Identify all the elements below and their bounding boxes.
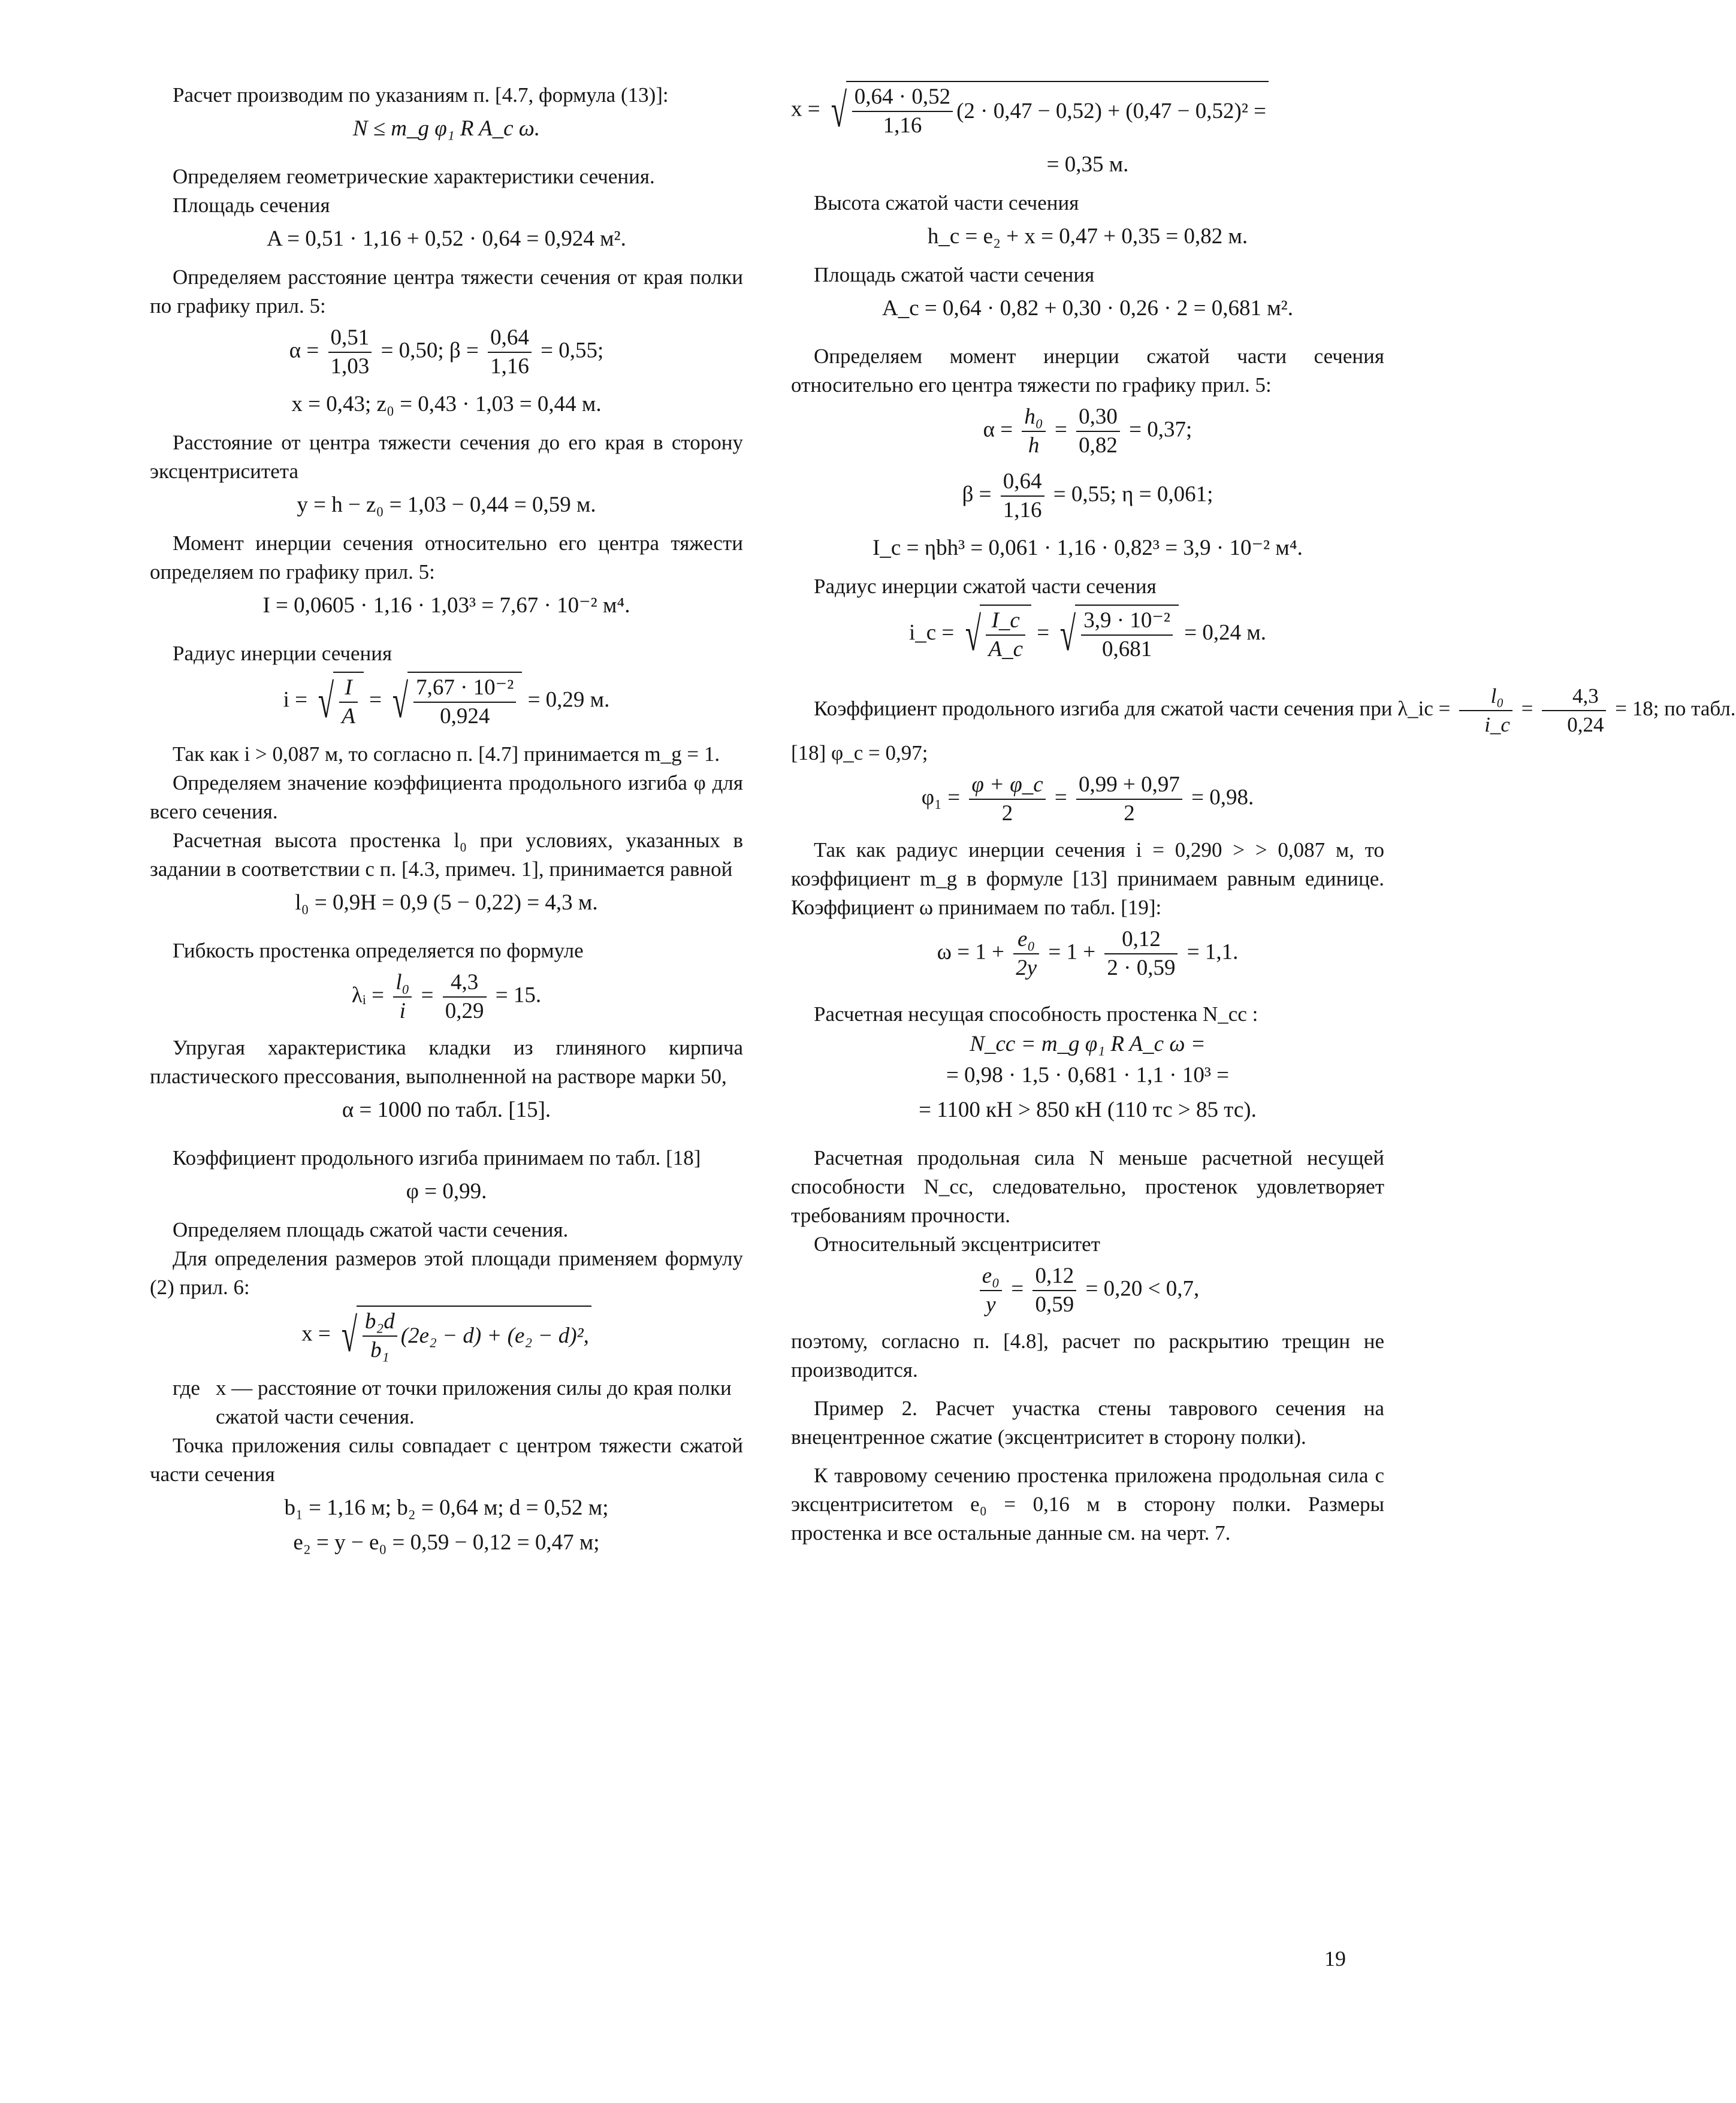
fraction: $\frac{\text{h₀}}{h}$ [1022, 403, 1045, 460]
formula-fraction: α = $\frac{\text{h₀}}{h}$ = $\frac{0,30}{0,82}$ = 0,37; [791, 403, 1384, 460]
fraction: $\frac{\text{l₀}}{i\_c}$ [1459, 682, 1512, 739]
paragraph: Гибкость простенка определяется по формуле [173, 939, 584, 962]
paragraph: Площадь сжатой части сечения [814, 263, 1095, 286]
radical: √ $\frac{I}{A}$ [313, 672, 364, 732]
paragraph-with-fraction: Коэффициент продольного изгиба для сжатой части сечения при λ_ic = $\frac{\text{l₀}}{i\_c}$ = $\frac{4,3}{0,24}$ = 18; по табл. [791, 682, 1384, 739]
paragraph: Так как i > 0,087 м, то согласно п. [4.7] принимается m_g = 1. [173, 742, 720, 766]
formula: h_c = e₂ + x = 0,47 + 0,35 = 0,82 м. [927, 224, 1248, 249]
radical: √ $\frac{\text{b₂d}}{\text{b₁}}$ (2e₂ − d) + (e₂ − d)², [336, 1306, 591, 1365]
paragraph: Определяем значение коэффициента продольного изгиба φ для всего сечения. [150, 771, 743, 823]
fraction: $\frac{\text{l₀}}{i}$ [393, 969, 412, 1025]
formula-root: x = √ $\frac{0,64 \cdot 0,52}{1,16}$ (2 · 0,47 − 0,52) + (0,47 − 0,52)² = [791, 81, 1384, 141]
formula-root: x = √ $\frac{\text{b₂d}}{\text{b₁}}$ (2e₂ − d) + (e₂ − d)², [150, 1306, 743, 1365]
fraction: $\frac{4,3}{0,29}$ [443, 969, 487, 1025]
formula: = 0,98 · 1,5 · 0,681 · 1,1 · 10³ = [946, 1063, 1230, 1087]
paragraph: [18] φ_c = 0,97; [791, 741, 928, 765]
fraction: $\frac{0,99 + 0,97}{2}$ [1076, 771, 1182, 827]
formula: y = h − z₀ = 1,03 − 0,44 = 0,59 м. [297, 492, 596, 517]
formula: b₁ = 1,16 м; b₂ = 0,64 м; d = 0,52 м; [284, 1495, 609, 1520]
paragraph: Расчетная несущая способность простенка N_cc : [814, 1002, 1258, 1026]
paragraph: Упругая характеристика кладки из глиняного кирпича пластического прессования, выполненной на растворе марки 50, [150, 1036, 743, 1088]
right-column [791, 81, 1736, 1548]
paragraph: Точка приложения силы совпадает с центром тяжести сжатой части сечения [150, 1434, 743, 1486]
formula-fraction: $\frac{\text{e₀}}{y}$ = $\frac{0,12}{0,59}$ = 0,20 < 0,7, [791, 1262, 1384, 1319]
left-column [150, 81, 743, 1567]
formula-fraction: ω = 1 + $\frac{\text{e₀}}{2y}$ = 1 + $\frac{0,12}{2 \cdot 0,59}$ = 1,1. [791, 926, 1384, 982]
formula-fraction: φ₁ = $\frac{\varphi + \varphi\_c}{2}$ = $\frac{0,99 + 0,97}{2}$ = 0,98. [791, 771, 1384, 827]
fraction: $\frac{\text{e₀}}{2y}$ [1013, 926, 1039, 982]
formula: = 0,35 м. [1046, 152, 1129, 177]
formula: α = 1000 по табл. [15]. [342, 1098, 551, 1122]
formula-root: i = √ $\frac{I}{A}$ = √ $\frac{\text{7,67 · 10⁻²}}{0,924}$ = 0,29 м. [150, 672, 743, 732]
paragraph: Расчетная высота простенка l₀ при условиях, указанных в задании в соответствии с п. [4.3, примеч. 1], принимается равной [150, 829, 743, 881]
paragraph: Расстояние от центра тяжести сечения до его края в сторону эксцентриситета [150, 431, 743, 483]
formula-fraction: α = $\frac{0,51}{1,03}$ = 0,50; β = $\frac{0,64}{1,16}$ = 0,55; [150, 324, 743, 380]
formula-root: i_c = √ $\frac{I\_c}{A\_c}$ = √ $\frac{\text{3,9 · 10⁻²}}{0,681}$ = 0,24 м. [791, 605, 1384, 664]
formula: l₀ = 0,9H = 0,9 (5 − 0,22) = 4,3 м. [295, 890, 598, 915]
formula-fraction: λᵢ = $\frac{\text{l₀}}{i}$ = $\frac{4,3}{0,29}$ = 15. [150, 969, 743, 1025]
paragraph: Коэффициент продольного изгиба принимаем по табл. [18] [173, 1146, 701, 1170]
where-clause: где x — расстояние от точки приложения силы до края полки сжатой части сечения. [173, 1376, 732, 1428]
fraction: $\frac{4,3}{0,24}$ [1542, 682, 1606, 739]
paragraph: Расчетная продольная сила N меньше расчетной несущей способности N_cc, следовательно, простенок удовлетворяет требованиям прочности. [791, 1146, 1384, 1227]
paragraph: К тавровому сечению простенка приложена продольная сила с эксцентриситетом e₀ = 0,16 м в сторону полки. Размеры простенка и все остальные данные см. на черт. 7. [791, 1464, 1384, 1545]
formula: I = 0,0605 · 1,16 · 1,03³ = 7,67 · 10⁻² м⁴. [262, 593, 630, 618]
paragraph: Так как радиус инерции сечения i = 0,290 > > 0,087 м, то коэффициент m_g в формуле [13] принимаем равным единице. Коэффициент ω принимаем по табл. [19]: [791, 838, 1384, 919]
radical: √ $\frac{0,64 \cdot 0,52}{1,16}$ (2 · 0,47 − 0,52) + (0,47 − 0,52)² = [826, 81, 1269, 141]
paragraph: Определяем геометрические характеристики сечения. [173, 165, 655, 188]
fraction: $\frac{0,12}{0,59}$ [1032, 1262, 1076, 1319]
formula: x = 0,43; z₀ = 0,43 · 1,03 = 0,44 м. [291, 392, 602, 416]
formula: N_cc = m_g φ₁ R A_c ω = [970, 1032, 1206, 1056]
paragraph: Площадь сечения [173, 194, 330, 217]
formula: = 1100 кН > 850 кН (110 тс > 85 тс). [919, 1098, 1257, 1122]
fraction: $\frac{0,64}{1,16}$ [488, 324, 532, 380]
fraction: $\frac{0,30}{0,82}$ [1076, 403, 1120, 460]
page-number: 19 [1324, 1947, 1346, 1971]
paragraph: Момент инерции сечения относительно его центра тяжести определяем по графику прил. 5: [150, 531, 743, 584]
paragraph: Радиус инерции сжатой части сечения [814, 575, 1157, 598]
formula: e₂ = y − e₀ = 0,59 − 0,12 = 0,47 м; [293, 1530, 600, 1555]
formula-fraction: β = $\frac{0,64}{1,16}$ = 0,55; η = 0,061; [791, 468, 1384, 524]
paragraph: Радиус инерции сечения [173, 642, 393, 665]
fraction: $\frac{0,64}{1,16}$ [1001, 468, 1044, 524]
paragraph: Относительный эксцентриситет [814, 1232, 1100, 1256]
radical: √ $\frac{I\_c}{A\_c}$ [960, 605, 1031, 664]
fraction: $\frac{0,12}{2 \cdot 0,59}$ [1104, 926, 1178, 982]
fraction: $\frac{0,51}{1,03}$ [328, 324, 372, 380]
paragraph: Расчет производим по указаниям п. [4.7, формула (13)]: [173, 83, 669, 107]
paragraph: поэтому, согласно п. [4.8], расчет по раскрытию трещин не производится. [791, 1330, 1384, 1382]
paragraph: Для определения размеров этой площади применяем формулу (2) прил. 6: [150, 1247, 743, 1299]
formula: I_c = ηbh³ = 0,061 · 1,16 · 0,82³ = 3,9 · 10⁻² м⁴. [872, 536, 1303, 560]
fraction: $\frac{\text{e₀}}{y}$ [980, 1262, 1002, 1319]
radical: √ $\frac{\text{7,67 · 10⁻²}}{0,924}$ [387, 672, 522, 732]
fraction: $\frac{\varphi + \varphi\_c}{2}$ [969, 771, 1045, 827]
paragraph: Определяем площадь сжатой части сечения. [173, 1218, 569, 1241]
formula: φ = 0,99. [406, 1179, 487, 1204]
formula: A = 0,51 · 1,16 + 0,52 · 0,64 = 0,924 м². [267, 226, 626, 251]
radical: √ $\frac{\text{3,9 · 10⁻²}}{0,681}$ [1055, 605, 1179, 664]
paragraph: Определяем расстояние центра тяжести сечения от края полки по графику прил. 5: [150, 265, 743, 318]
example-heading-paragraph: Пример 2. Расчет участка стены таврового сечения на внецентренное сжатие (эксцентриситет в сторону полки). [791, 1397, 1384, 1449]
paragraph: Высота сжатой части сечения [814, 191, 1079, 214]
paragraph: Определяем момент инерции сжатой части сечения относительно его центра тяжести по графику прил. 5: [791, 345, 1384, 397]
formula: N ≤ m_g φ₁ R A_c ω. [352, 116, 541, 141]
formula: A_c = 0,64 · 0,82 + 0,30 · 0,26 · 2 = 0,681 м². [882, 296, 1293, 321]
